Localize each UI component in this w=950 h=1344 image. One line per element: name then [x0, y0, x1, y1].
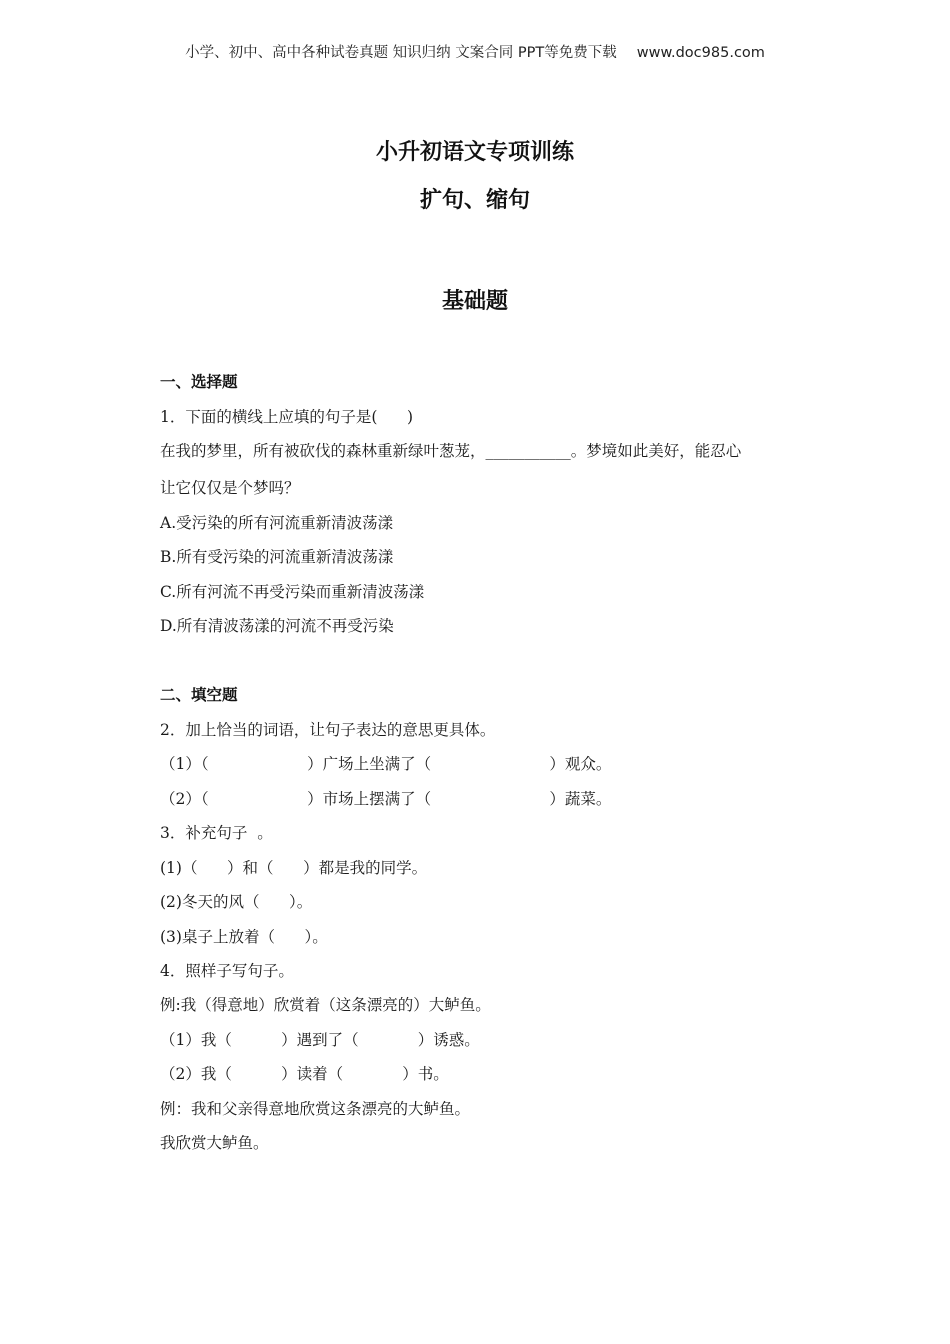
page-header — [0, 41, 950, 62]
question-4-example-2-answer: 我欣赏大鲈鱼。 — [160, 1134, 269, 1152]
sub-title: 扩句、缩句 — [419, 188, 530, 213]
section-heading-choice: 一、选择题 — [160, 373, 238, 391]
question-4-item-2: （2）我（ ）读着（ ）书。 — [160, 1065, 449, 1083]
question-1-text-line-2: 让它仅仅是个梦吗？ — [160, 479, 300, 497]
question-3-item-3: (3)桌子上放着（ ）。 — [160, 928, 328, 946]
question-1-text-line-1: 在我的梦里，所有被砍伐的森林重新绿叶葱茏，___________。梦境如此美好，能忍心 — [160, 442, 742, 460]
question-2-stem: 2．加上恰当的词语，让句子表达的意思更具体。 — [160, 721, 496, 739]
question-2-item-2: （2）（ ）市场上摆满了（ ）蔬菜。 — [160, 790, 612, 808]
question-1-stem: 1．下面的横线上应填的句子是( ) — [160, 408, 414, 426]
question-4-example-1: 例:我（得意地）欣赏着（这条漂亮的）大鲈鱼。 — [160, 996, 491, 1014]
question-1-option-d: D.所有清波荡漾的河流不再受污染 — [160, 617, 394, 635]
question-4-stem: 4．照样子写句子。 — [160, 962, 294, 980]
question-4-example-2: 例：我和父亲得意地欣赏这条漂亮的大鲈鱼。 — [160, 1100, 471, 1118]
question-3-item-2: (2)冬天的风（ ）。 — [160, 893, 313, 911]
question-3-item-1: (1)（ ）和（ ）都是我的同学。 — [160, 859, 428, 877]
main-title: 小升初语文专项训练 — [375, 140, 574, 165]
header-site-link[interactable]: www.doc985.com — [636, 45, 765, 61]
section-heading-fill: 二、填空题 — [160, 686, 238, 704]
question-4-item-1: （1）我（ ）遇到了（ ）诱惑。 — [160, 1031, 480, 1049]
question-1-option-b: B.所有受污染的河流重新清波荡漾 — [160, 548, 394, 566]
question-1-option-c: C.所有河流不再受污染而重新清波荡漾 — [160, 583, 425, 601]
header-text: 小学、初中、高中各种试卷真题 知识归纳 文案合同 PPT等免费下载 — [185, 45, 617, 61]
level-title: 基础题 — [441, 289, 508, 314]
question-3-stem: 3．补充句子 。 — [160, 824, 273, 842]
question-2-item-1: （1）（ ）广场上坐满了（ ）观众。 — [160, 755, 612, 773]
question-1-option-a: A.受污染的所有河流重新清波荡漾 — [160, 514, 394, 532]
